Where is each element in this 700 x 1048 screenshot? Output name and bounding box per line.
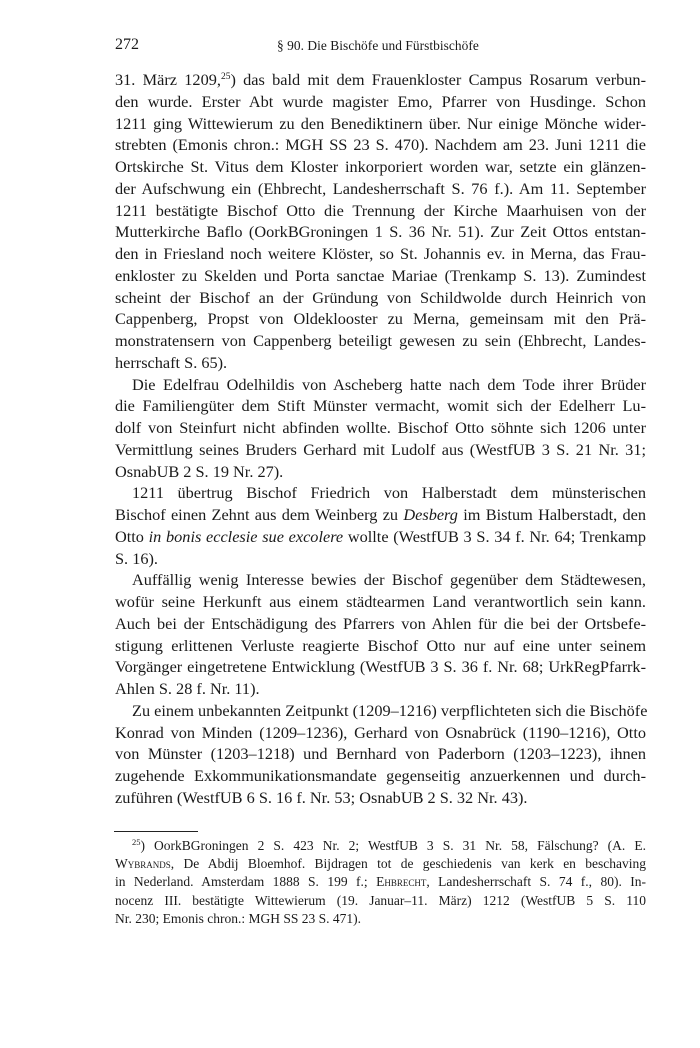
text-line: zugehende Exkommunikationsmandate gegenseitig anzuerkennen und durch- — [115, 766, 646, 785]
text-line: Mutterkirche Baflo (OorkBGroningen 1 S. 36 Nr. 51). Zur Zeit Ottos entstan- — [115, 222, 646, 242]
body-text — [115, 69, 646, 809]
text-line: stigung erlittenen Verluste reagierte Bischof Otto nur auf eine unter seinem — [115, 635, 646, 655]
text-line: wofür seine Herkunft aus einem städtearmen Land verantwortlich sein kann. — [115, 592, 646, 611]
text-line — [115, 526, 646, 548]
paragraph — [115, 69, 646, 374]
text-segment: 31. März 1209, — [115, 70, 221, 89]
text-line: Zu einem unbekannten Zeitpunkt (1209–1216) verpflichteten sich die Bischöfe — [132, 700, 648, 720]
paragraph — [115, 374, 646, 483]
text-segment: , De Abdij Bloemhof. Bijdragen tot de geschiedenis van kerk en beschaving — [170, 856, 646, 872]
page-number: 272 — [115, 36, 139, 53]
text-line: Auffällig wenig Interesse bewies der Bischof gegenüber dem Städtewesen, — [132, 570, 646, 590]
text-line: Ahlen S. 28 f. Nr. 11). — [115, 679, 260, 698]
text-segment: , Landesherrschaft S. 74 f., 80). In- — [426, 874, 647, 890]
footnote — [115, 837, 646, 928]
paragraph — [115, 569, 646, 700]
text-line: enkloster zu Skelden und Porta sanctae Mariae (Trenkamp S. 13). Zumindest — [115, 265, 646, 285]
text-segment: wollte (WestfUB 3 S. 34 f. Nr. 64; Trenkamp — [343, 526, 646, 546]
text-segment: Otto — [115, 526, 149, 546]
text-segment: im Bistum Halberstadt, den — [457, 505, 646, 524]
text-line: der Aufschwung ein (Ehbrecht, Landesherrschaft S. 76 f.). Am 11. September — [115, 178, 646, 198]
text-line: OsnabUB 2 S. 19 Nr. 27). — [115, 461, 284, 481]
text-line: Auch bei der Entschädigung des Pfarrers von Ahlen für die bei der Ortsbefe- — [115, 613, 646, 633]
text-line: scheint der Bischof an der Gründung von Schildwolde durch Heinrich von — [115, 287, 646, 307]
text-line: den wurde. Erster Abt wurde magister Emo, Pfarrer von Husdinge. Schon — [115, 91, 646, 111]
text-line: Vermittlung seines Bruders Gerhard mit Ludolf aus (WestfUB 3 S. 21 Nr. 31; — [115, 439, 646, 459]
text-line: Die Edelfrau Odelhildis von Ascheberg hatte nach dem Tode ihrer Brüder — [132, 374, 646, 394]
text-line: den in Friesland noch weitere Klöster, so St. Johannis ev. in Merna, das Frau- — [115, 244, 646, 263]
text-line: zuführen (WestfUB 6 S. 16 f. Nr. 53; OsnabUB 2 S. 32 Nr. 43). — [115, 787, 528, 807]
footnote-line — [115, 837, 646, 855]
text-line: Konrad von Minden (1209–1236), Gerhard von Osnabrück (1190–1216), Otto — [115, 722, 646, 742]
text-segment: ) OorkBGroningen 2 S. 423 Nr. 2; WestfUB 3 S. 31 Nr. 58, Fälschung? (A. E. — [140, 838, 646, 853]
footnote-line — [115, 855, 646, 873]
running-head: § 90. Die Bischöfe und Fürstbischöfe — [277, 38, 479, 53]
text-line: Vorgänger eingetretene Entwicklung (WestfUB 3 S. 36 f. Nr. 68; UrkRegPfarrk- — [115, 657, 646, 677]
text-line: S. 16). — [115, 548, 158, 568]
text-line: herrschaft S. 65). — [115, 352, 228, 372]
footnote-marker: 25 — [132, 837, 141, 847]
text-line: Cappenberg, Propst von Oldeklooster zu Merna, gemeinsam mit den Prä- — [115, 309, 646, 329]
footnote-reference[interactable]: 25 — [220, 72, 231, 82]
paragraph — [115, 700, 646, 809]
text-line: monstratensern von Cappenberg beteiligt gewesen zu sein (Ehbrecht, Landes- — [115, 331, 646, 350]
footnote-line — [115, 873, 646, 891]
author-name: Wybrands — [115, 856, 171, 872]
text-line: die Familiengüter dem Stift Münster vermacht, womit sich der Edelherr Lu- — [115, 396, 646, 416]
text-line: 1211 ging Wittewierum zu den Benediktinern über. Nur einige Mönche wider- — [115, 113, 646, 133]
author-name: Ehbrecht — [376, 874, 427, 890]
footnote-separator — [114, 831, 198, 832]
text-line — [115, 504, 646, 526]
text-line: dolf von Steinfurt nicht abfinden wollte. Bischof Otto söhnte sich 1206 unter — [115, 418, 646, 437]
text-line: Ortskirche St. Vitus dem Kloster inkorporiert worden war, setzte ein glänzen- — [115, 157, 646, 176]
footnote-line: nocenz III. bestätigte Wittewierum (19. Januar–11. März) 1212 (WestfUB 5 S. 110 — [115, 892, 646, 908]
italic-latin-quote: in bonis ecclesie sue excolere — [148, 526, 344, 546]
text-segment: Bischof einen Zehnt aus dem Weinberg zu — [115, 505, 404, 524]
paragraph — [115, 482, 646, 569]
text-segment: in Nederland. Amsterdam 1888 S. 199 f.; — [115, 874, 377, 890]
text-line: 1211 bestätigte Bischof Otto die Trennung der Kirche Maarhuisen von der — [115, 200, 646, 220]
text-line — [115, 69, 646, 91]
text-line: 1211 übertrug Bischof Friedrich von Halberstadt dem münsterischen — [132, 483, 646, 503]
footnotes — [115, 837, 646, 928]
italic-place-name: Desberg — [403, 505, 458, 524]
text-line: strebten (Emonis chron.: MGH SS 23 S. 470). Nachdem am 23. Juni 1211 die — [115, 135, 646, 155]
text-segment: ) das bald mit dem Frauenkloster Campus Rosarum verbun- — [230, 70, 646, 89]
text-line: von Münster (1203–1218) und Bernhard von Paderborn (1203–1223), ihnen — [115, 744, 646, 764]
footnote-line: Nr. 230; Emonis chron.: MGH SS 23 S. 471). — [115, 910, 362, 926]
